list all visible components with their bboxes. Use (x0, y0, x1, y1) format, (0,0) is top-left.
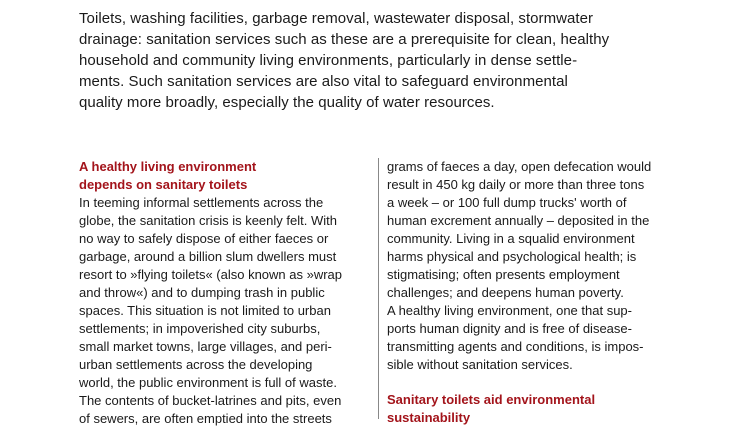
body-line: of sewers, are often emptied into the streets (79, 411, 332, 426)
section-body (387, 158, 707, 374)
section-heading-healthy-living (79, 158, 369, 194)
intro-line: ments. Such sanitation services are also vital to safeguard environmental (79, 73, 568, 90)
body-line: urban settlements across the developing (79, 357, 313, 372)
body-line: world, the public environment is full of waste. (79, 375, 337, 390)
body-line: garbage, around a billion slum dwellers must (79, 249, 337, 264)
body-line: human excrement annually – deposited in the (387, 213, 650, 228)
body-line: a week – or 100 full dump trucks' worth of (387, 195, 627, 210)
body-line: grams of faeces a day, open defecation would (387, 159, 652, 174)
body-line: challenges; and deepens human poverty. (387, 285, 624, 300)
body-line: A healthy living environment, one that sup- (387, 303, 632, 318)
body-line: resort to »flying toilets« (also known as »wrap (79, 267, 343, 282)
body-line: ports human dignity and is free of disease- (387, 321, 632, 336)
intro-paragraph (79, 8, 679, 113)
body-line: and throw«) and to dumping trash in public (79, 285, 325, 300)
body-line: transmitting agents and conditions, is impos- (387, 339, 644, 354)
body-line: The contents of bucket-latrines and pits, even (79, 393, 342, 408)
body-line: result in 450 kg daily or more than three tons (387, 177, 645, 192)
body-line: community. Living in a squalid environment (387, 231, 635, 246)
intro-line: drainage: sanitation services such as these are a prerequisite for clean, healthy (79, 31, 610, 48)
heading-line: sustainability (387, 410, 471, 425)
body-line: settlements; in impoverished city suburbs, (79, 321, 321, 336)
right-column (387, 158, 707, 427)
section-heading-environmental-sustainability (387, 391, 707, 427)
body-line: globe, the sanitation crisis is keenly felt. With (79, 213, 337, 228)
body-line: sible without sanitation services. (387, 357, 573, 372)
column-divider (378, 158, 379, 419)
left-column (79, 158, 369, 428)
intro-line: household and community living environments, particularly in dense settle- (79, 52, 578, 69)
heading-line: depends on sanitary toilets (79, 177, 248, 192)
intro-line: quality more broadly, especially the quality of water resources. (79, 94, 495, 111)
heading-line: A healthy living environment (79, 159, 257, 174)
body-line: In teeming informal settlements across the (79, 195, 324, 210)
body-line: spaces. This situation is not limited to urban (79, 303, 331, 318)
section-body (79, 194, 369, 428)
body-line: stigmatising; often presents employment (387, 267, 620, 282)
heading-line: Sanitary toilets aid environmental (387, 392, 596, 407)
body-line: no way to safely dispose of either faeces or (79, 231, 329, 246)
intro-line: Toilets, washing facilities, garbage removal, wastewater disposal, stormwater (79, 10, 594, 27)
body-line: small market towns, large villages, and peri- (79, 339, 332, 354)
body-line: harms physical and psychological health; is (387, 249, 637, 264)
